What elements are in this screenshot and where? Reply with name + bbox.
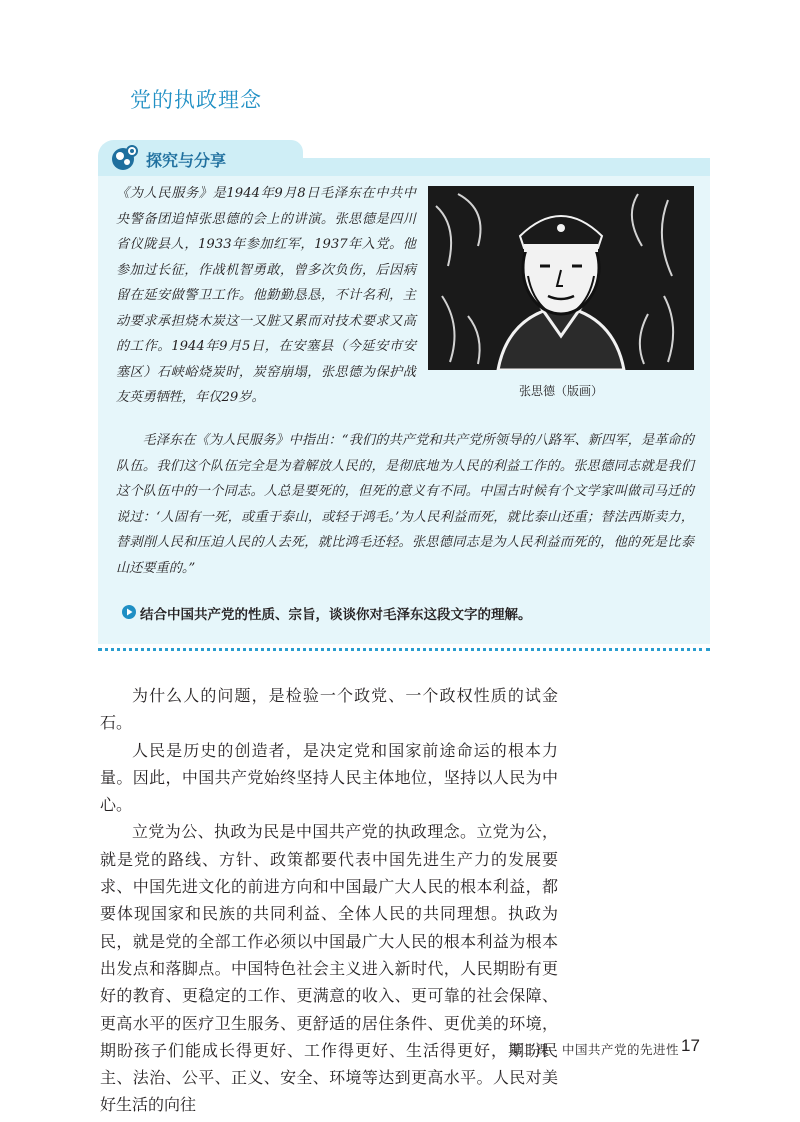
body-paragraph: 立党为公、执政为民是中国共产党的执政理念。立党为公，就是党的路线、方针、政策都要代表中国先进生产力的发展要求、中国先进文化的前进方向和中国最广大人民的根本利益，都要体现国家和民族的共同利益、全体人民的共同理想。执政为民，就是党的全部工作必须以中国最广大人民的根本利益为根本出发点和落脚点。中国特色社会主义进入新时代，人民期盼有更好的教育、更稳定的工作、更满意的收入、更可靠的社会保障、更高水平的医疗卫生服务、更舒适的居住条件、更优美的环境，期盼孩子们能成长得更好、工作得更好、生活得更好，期盼民主、法治、公平、正义、安全、环境等达到更高水平。人民对美好生活的向往 [100, 822, 558, 1115]
discussion-prompt: 结合中国共产党的性质、宗旨，谈谈你对毛泽东这段文字的理解。 [140, 607, 532, 623]
page-number: 17 [681, 1036, 700, 1055]
body-paragraph: 为什么人的问题，是检验一个政党、一个政权性质的试金石。 [100, 686, 558, 733]
explore-paragraph-1: 《为人民服务》是1944年9月8日毛泽东在中共中央警备团追悼张思德的会上的讲演。张思德是四川省仪陇县人，1933年参加红军，1937年入党。他参加过长征，作战机智勇敢，曾多次负伤，后因病留在延安做警卫工作。他勤勤恳恳，不计名利，主动要求承担烧木炭这一又脏又累而对技术要求又高的工作。1944年9月5日，在安塞县（今延安市安塞区）石峡峪烧炭时，炭窑崩塌，张思德为保护战友英勇牺牲，年仅29岁。 [116, 186, 416, 405]
explore-paragraph-2-text: 毛泽东在《为人民服务》中指出：“我们的共产党和共产党所领导的八路军、新四军，是革命的队伍。我们这个队伍完全是为着解放人民的，是彻底地为人民的利益工作的。张思德同志就是我们这个队伍中的一个同志。人总是要死的，但死的意义有不同。中国古时候有个文学家叫做司马迁的说过：‘人固有一死，或重于泰山，或轻于鸿毛。’为人民利益而死，就比泰山还重；替法西斯卖力，替剥削人民和压迫人民的人去死，就比鸿毛还轻。张思德同志是为人民利益而死的，他的死是比泰山还要重的。” [116, 433, 694, 576]
play-arrow-icon [122, 605, 136, 619]
portrait-woodcut-image [428, 186, 694, 370]
section-divider [98, 648, 710, 651]
body-paragraph: 人民是历史的创造者，是决定党和国家前途命运的根本力量。因此，中国共产党始终坚持人民主体地位，坚持以人民为中心。 [100, 740, 558, 815]
section-title: 党的执政理念 [130, 88, 262, 112]
explore-globe-icon [110, 143, 140, 173]
footer-lesson-title: 第二课 中国共产党的先进性 [510, 1042, 680, 1057]
portrait-caption: 张思德（版画） [518, 384, 603, 398]
explore-paragraph-2 [116, 428, 694, 581]
explore-label: 探究与分享 [146, 151, 227, 170]
body-text [100, 682, 558, 1119]
